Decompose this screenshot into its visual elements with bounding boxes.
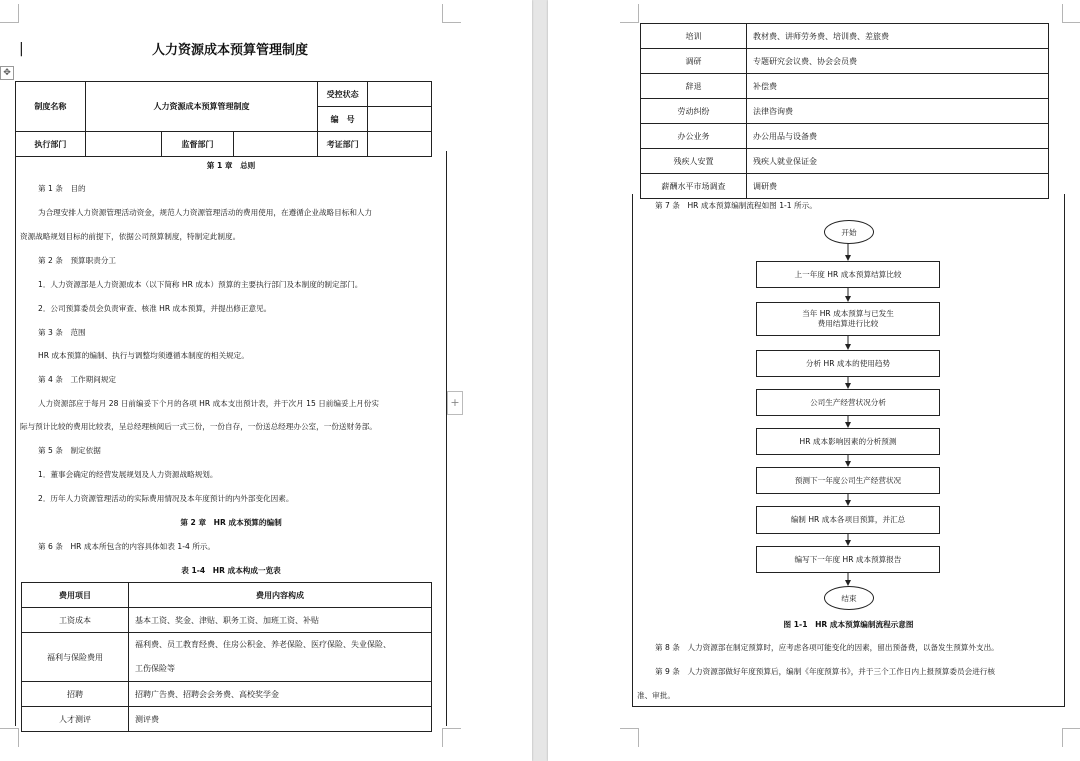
chapter-2-heading: 第 2 章 HR 成本预算的编制 [180,518,282,527]
add-column-button[interactable]: + [447,391,463,415]
chapter-1-heading: 第 1 章 总则 [206,161,256,170]
flow-step: HR 成本影响因素的分析预测 [756,428,940,455]
flow-step-line: 当年 HR 成本预算与已发生 [802,309,894,318]
table-cell [129,633,432,682]
crop-mark [442,4,461,23]
body-line: 资源战略规划目标的前提下，依据公司预算制度，特制定此制度。 [20,232,241,241]
header-status-value[interactable] [368,82,432,107]
table-cell: 法律咨询费 [747,99,1049,124]
table-header-cell: 费用内容构成 [129,583,432,608]
header-supervise-value[interactable] [234,132,318,157]
body-line: 第 3 条 范围 [38,328,86,337]
body-line: 第 1 条 目的 [38,184,86,193]
header-status-label: 受控状态 [318,82,368,107]
body-line: 2．公司预算委员会负责审查、核准 HR 成本预算，并提出修正意见。 [38,304,272,313]
flow-step: 编写下一年度 HR 成本预算报告 [756,546,940,573]
table-cell: 教材费、讲师劳务费、培训费、差旅费 [747,24,1049,49]
flow-step-line: 费用结算进行比较 [817,319,879,328]
table-cell: 福利与保险费用 [22,633,129,682]
body-line: 第 6 条 HR 成本所包含的内容具体如表 1-4 所示。 [38,542,215,551]
table-cell: 残疾人就业保证金 [747,149,1049,174]
frame-bottom [632,706,1065,707]
header-table [15,81,432,157]
table-cell: 办公用品与设备费 [747,124,1049,149]
table-move-handle-icon[interactable]: ✥ [0,66,14,80]
table-row [22,633,432,682]
figure-caption: 图 1-1 HR 成本预算编制流程示意图 [783,620,914,629]
table-cell: 测评费 [129,707,432,732]
table-row [22,682,432,707]
flow-step: 分析 HR 成本的使用趋势 [756,350,940,377]
article-9-line: 准、审批。 [637,691,675,700]
flow-step: 预测下一年度公司生产经营状况 [756,467,940,494]
table-cell: 办公业务 [641,124,747,149]
header-number-value[interactable] [368,107,432,132]
header-audit-label: 考证部门 [318,132,368,157]
flow-step: 公司生产经营状况分析 [756,389,940,416]
crop-mark [620,728,639,747]
header-audit-value[interactable] [368,132,432,157]
table-cell: 调研 [641,49,747,74]
table-header-cell: 费用项目 [22,583,129,608]
crop-mark [1062,728,1080,747]
table-cell: 人才测评 [22,707,129,732]
table-cell: 残疾人安置 [641,149,747,174]
body-line: HR 成本预算的编制、执行与调整均须遵循本制度的相关规定。 [38,351,249,360]
body-line: 2．历年人力资源管理活动的实际费用情况及本年度预计的内外部变化因素。 [38,494,294,503]
header-name-label: 制度名称 [16,82,86,132]
article-7: 第 7 条 HR 成本预算编制流程如图 1-1 所示。 [655,201,817,210]
table-row [22,608,432,633]
table-cell: 培训 [641,24,747,49]
flow-start-node: 开始 [824,220,874,244]
article-8: 第 8 条 人力资源部在制定预算时，应考虑各项可能变化的因素，留出预备费，以备发生预算外支出。 [655,643,999,652]
header-supervise-label: 监督部门 [161,132,234,157]
table-cell: 专题研究会议费、协会会员费 [747,49,1049,74]
frame-right [446,151,447,726]
table-cell: 调研费 [747,174,1049,199]
article-9-line: 第 9 条 人力资源部做好年度预算后，编制《年度预算书》，并于三个工作日内上报预算委员会进行核 [655,667,995,676]
table-cell: 招聘广告费、招聘会会务费、高校奖学金 [129,682,432,707]
cell-line: 福利费、员工教育经费、住房公积金、养老保险、医疗保险、失业保险、 [135,640,391,649]
table-cell: 工资成本 [22,608,129,633]
cell-line: 工伤保险等 [135,664,175,673]
flow-step: 上一年度 HR 成本预算结算比较 [756,261,940,288]
body-line: 1．人力资源部是人力资源成本（以下简称 HR 成本）预算的主要执行部门及本制度的制定部门。 [38,280,363,289]
flow-step: 编制 HR 成本各项目预算，并汇总 [756,506,940,534]
table-cell: 招聘 [22,682,129,707]
document-title: 人力资源成本预算管理制度 [151,43,308,58]
table-row [22,707,432,732]
table-cell: 薪酬水平市场调查 [641,174,747,199]
crop-mark [0,4,19,23]
flow-end-node: 结束 [824,586,874,610]
body-line: 第 4 条 工作期间规定 [38,375,117,384]
cost-table [21,582,432,732]
table-cell: 辞退 [641,74,747,99]
frame-left [15,151,16,726]
document-page-2 [548,0,1080,761]
table-cell: 基本工资、奖金、津贴、职务工资、加班工资、补贴 [129,608,432,633]
body-line: 人力资源部应于每月 28 日前编妥下个月的各项 HR 成本支出预计表，并于次月 15 日前编妥上月份实 [38,399,379,408]
header-exec-value[interactable] [85,132,161,157]
header-exec-label: 执行部门 [16,132,86,157]
crop-mark [442,728,461,747]
body-line: 第 2 条 预算职责分工 [38,256,117,265]
document-page-1 [0,0,532,761]
header-number-label: 编 号 [318,107,368,132]
body-line: 1．董事会确定的经营发展规划及人力资源战略规划。 [38,470,218,479]
table-cell: 劳动纠纷 [641,99,747,124]
body-line: 为合理安排人力资源管理活动资金，规范人力资源管理活动的费用使用，在遵循企业战略目标和人力 [38,208,373,217]
table-caption: 表 1-4 HR 成本构成一览表 [181,566,281,575]
crop-mark [0,728,19,747]
text-cursor: | [19,41,24,57]
flow-step [756,302,940,336]
body-line: 第 5 条 制定依据 [38,446,101,455]
table-cell: 补偿费 [747,74,1049,99]
body-line: 际与预计比较的费用比较表，呈总经理核阅后一式三份，一份自存，一份送总经理办公室，一份送财务部。 [20,422,377,431]
table-header-row [22,583,432,608]
header-name-value: 人力资源成本预算管理制度 [85,82,317,132]
